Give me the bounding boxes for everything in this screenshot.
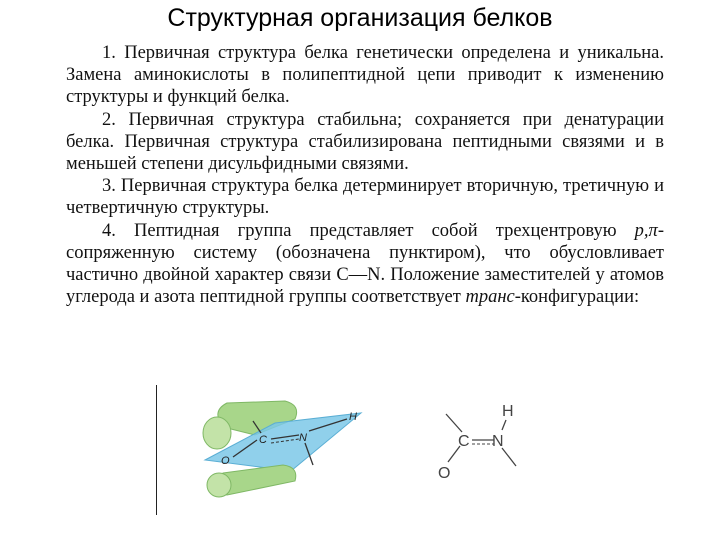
paragraph-4-part-b: -сопряженную систему (обозначена пунктиром), что обусловливает частично двойной характер связи C—N. Положение заместителей у атомов углерода и азота пептидной группы соответствует <box>66 220 664 308</box>
paragraph-4-part-a: 4. Пептидная группа представляет собой трехцентровую <box>102 220 635 241</box>
paragraph-4-italic-p-pi: p,π <box>634 220 658 241</box>
paragraph-3: 3. Первичная структура белка детерминирует вторичную, третичную и четвертичную структуры. <box>66 176 664 219</box>
formula-bond-n-r <box>502 448 516 466</box>
paragraph-4 <box>66 220 664 309</box>
text-block <box>66 42 664 308</box>
formula-bond-c-r <box>446 414 462 432</box>
paragraph-4-part-c: -конфигурации: <box>514 287 640 308</box>
model-atom-n: N <box>299 432 307 444</box>
upper-cylinder-end <box>203 417 231 449</box>
slide-title: Структурная организация белков <box>167 4 553 32</box>
model-atom-c: C <box>259 434 267 446</box>
peptide-group-formula <box>418 392 548 487</box>
paragraph-4-italic-trans: транс <box>465 287 515 308</box>
formula-atom-h: H <box>502 403 514 420</box>
model-atom-o: O <box>221 455 230 467</box>
formula-atom-o: O <box>438 465 451 482</box>
formula-bond-n-h <box>502 420 506 430</box>
lower-cylinder-end <box>207 473 231 497</box>
formula-atom-n: N <box>492 433 504 450</box>
model-atom-h: H <box>349 411 357 423</box>
formula-atom-c: C <box>458 433 470 450</box>
figure-divider-line <box>156 385 157 515</box>
peptide-group-3d-model <box>195 395 375 500</box>
paragraph-1: 1. Первичная структура белка генетически определена и уникальна. Замена аминокислоты в полипептидной цепи приводит к изменению структуры и функций белка. <box>66 43 664 108</box>
paragraph-2: 2. Первичная структура стабильна; сохраняется при денатурации белка. Первичная структура стабилизирована пептидными связями и в меньшей степени дисульфидными связями. <box>66 109 664 175</box>
